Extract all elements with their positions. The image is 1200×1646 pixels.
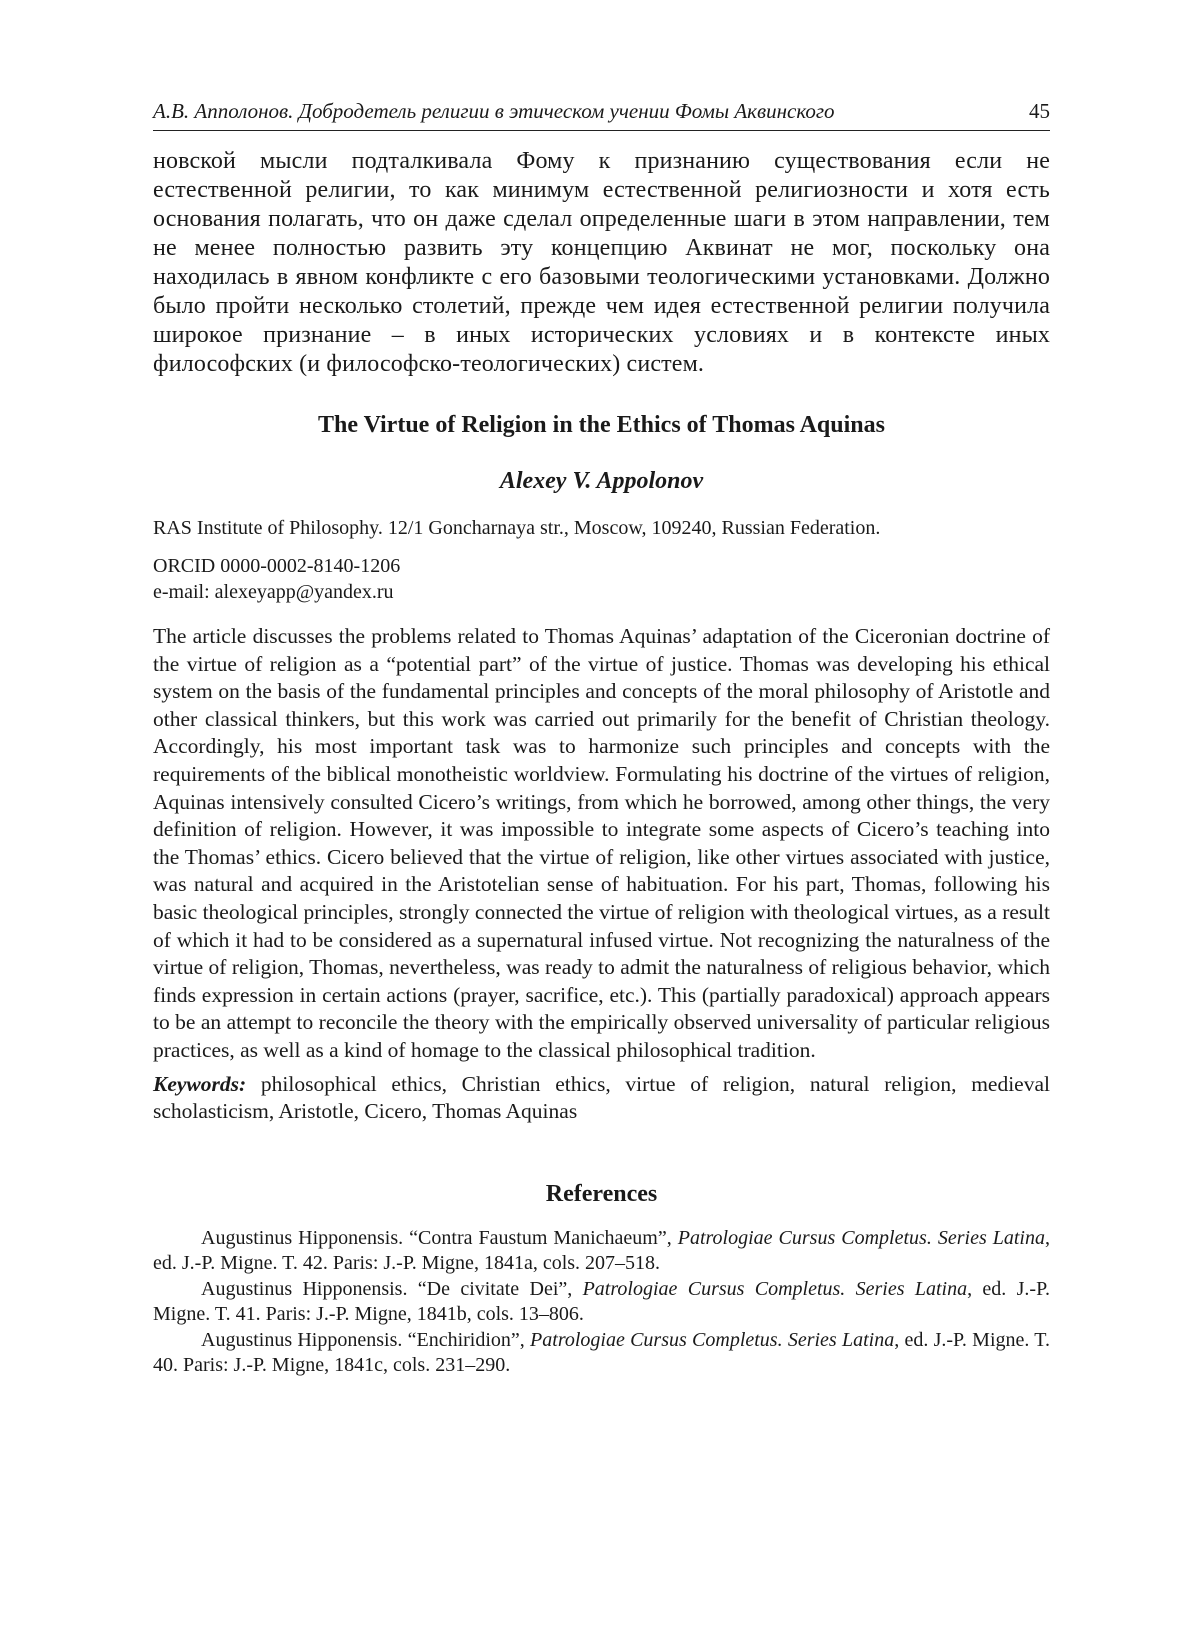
author-name: Alexey V. Appolonov [499, 468, 704, 494]
reference-post: , ed. J.-P. Migne. T. 40. Paris: J.-P. Migne, 1841c, cols. 231–290. [153, 1328, 1050, 1377]
orcid: ORCID 0000-0002-8140-1206 [153, 555, 401, 577]
keywords-label: Keywords: [153, 1071, 247, 1096]
affiliation: RAS Institute of Philosophy. 12/1 Goncharnaya str., Moscow, 109240, Russian Federation. [153, 517, 881, 539]
reference-source: Patrologiae Cursus Completus. Series Latina [677, 1226, 1045, 1249]
journal-page [153, 96, 1050, 1379]
reference-post: , ed. J.-P. Migne. T. 42. Paris: J.-P. Migne, 1841a, cols. 207–518. [153, 1226, 1050, 1275]
reference-pre: Augustinus Hipponensis. “Contra Faustum Manichaeum”, [201, 1226, 678, 1249]
contacts [153, 553, 1050, 605]
references-heading: References [545, 1180, 658, 1207]
references-list [153, 1226, 1050, 1379]
running-head [153, 96, 1050, 131]
email: e-mail: alexeyapp@yandex.ru [153, 581, 394, 603]
keywords-text: philosophical ethics, Christian ethics, virtue of religion, natural religion, medieval scholasticism, Aristotle, Cicero, Thomas Aquinas [153, 1071, 1050, 1124]
reference-item [153, 1328, 1050, 1379]
reference-item [153, 1277, 1050, 1328]
page-number: 45 [1029, 99, 1050, 123]
reference-item [153, 1226, 1050, 1277]
reference-source: Patrologiae Cursus Completus. Series Latina [530, 1328, 895, 1351]
abstract: The article discusses the problems related to Thomas Aquinas’ adaptation of the Ciceronian doctrine of the virtue of religion as a “potential part” of the virtue of justice. Thomas was developing his ethical system on the basis of the fundamental principles and concepts of the moral philosophy of Aristotle and other classical thinkers, but this work was carried out primarily for the benefit of Christian theology. Accordingly, his most important task was to harmonize such principles and concepts with the requirements of the biblical monotheistic worldview. Formulating his doctrine of the virtues of religion, Aquinas intensively consulted Cicero’s writings, from which he borrowed, among other things, the very definition of religion. However, it was impossible to integrate some aspects of Cicero’s teaching into the Thomas’ ethics. Cicero believed that the virtue of religion, like other virtues associated with justice, was natural and acquired in the Aristotelian sense of habituation. For his part, Thomas, following his basic theological principles, strongly connected the virtue of religion with theological virtues, as a result of which it had to be considered as a supernatural infused virtue. Not recognizing the naturalness of the virtue of religion, Thomas, nevertheless, was ready to admit the naturalness of religious behavior, which finds expression in certain actions (prayer, sacrifice, etc.). This (partially paradoxical) approach appears to be an attempt to reconcile the theory with the empirically observed universality of particular religious practices, as well as a kind of homage to the classical philosophical tradition. [153, 624, 1050, 1062]
reference-pre: Augustinus Hipponensis. “Enchiridion”, [201, 1328, 531, 1351]
keywords [153, 1071, 1050, 1126]
reference-pre: Augustinus Hipponensis. “De civitate Dei”, [201, 1277, 583, 1300]
running-head-title: А.В. Апполонов. Добродетель религии в этическом учении Фомы Аквинского [153, 99, 835, 123]
reference-post: , ed. J.-P. Migne. T. 41. Paris: J.-P. Migne, 1841b, cols. 13–806. [153, 1277, 1050, 1326]
russian-paragraph: новской мысли подталкивала Фому к признанию существования если не естественной религии, то как минимум естественной религиозности и хотя есть основания полагать, что он даже сделал определенные шаги в этом направлении, тем не менее полностью развить эту концепцию Аквинат не мог, поскольку она находилась в явном конфликте с его базовыми теологическими установками. Должно было пройти несколько столетий, прежде чем идея естественной религии получила широкое признание – в иных исторических условиях и в контексте иных философских (и философско-теологических) систем. [153, 148, 1050, 377]
reference-source: Patrologiae Cursus Completus. Series Latina [582, 1277, 968, 1300]
article-title: The Virtue of Religion in the Ethics of Thomas Aquinas [318, 412, 885, 438]
